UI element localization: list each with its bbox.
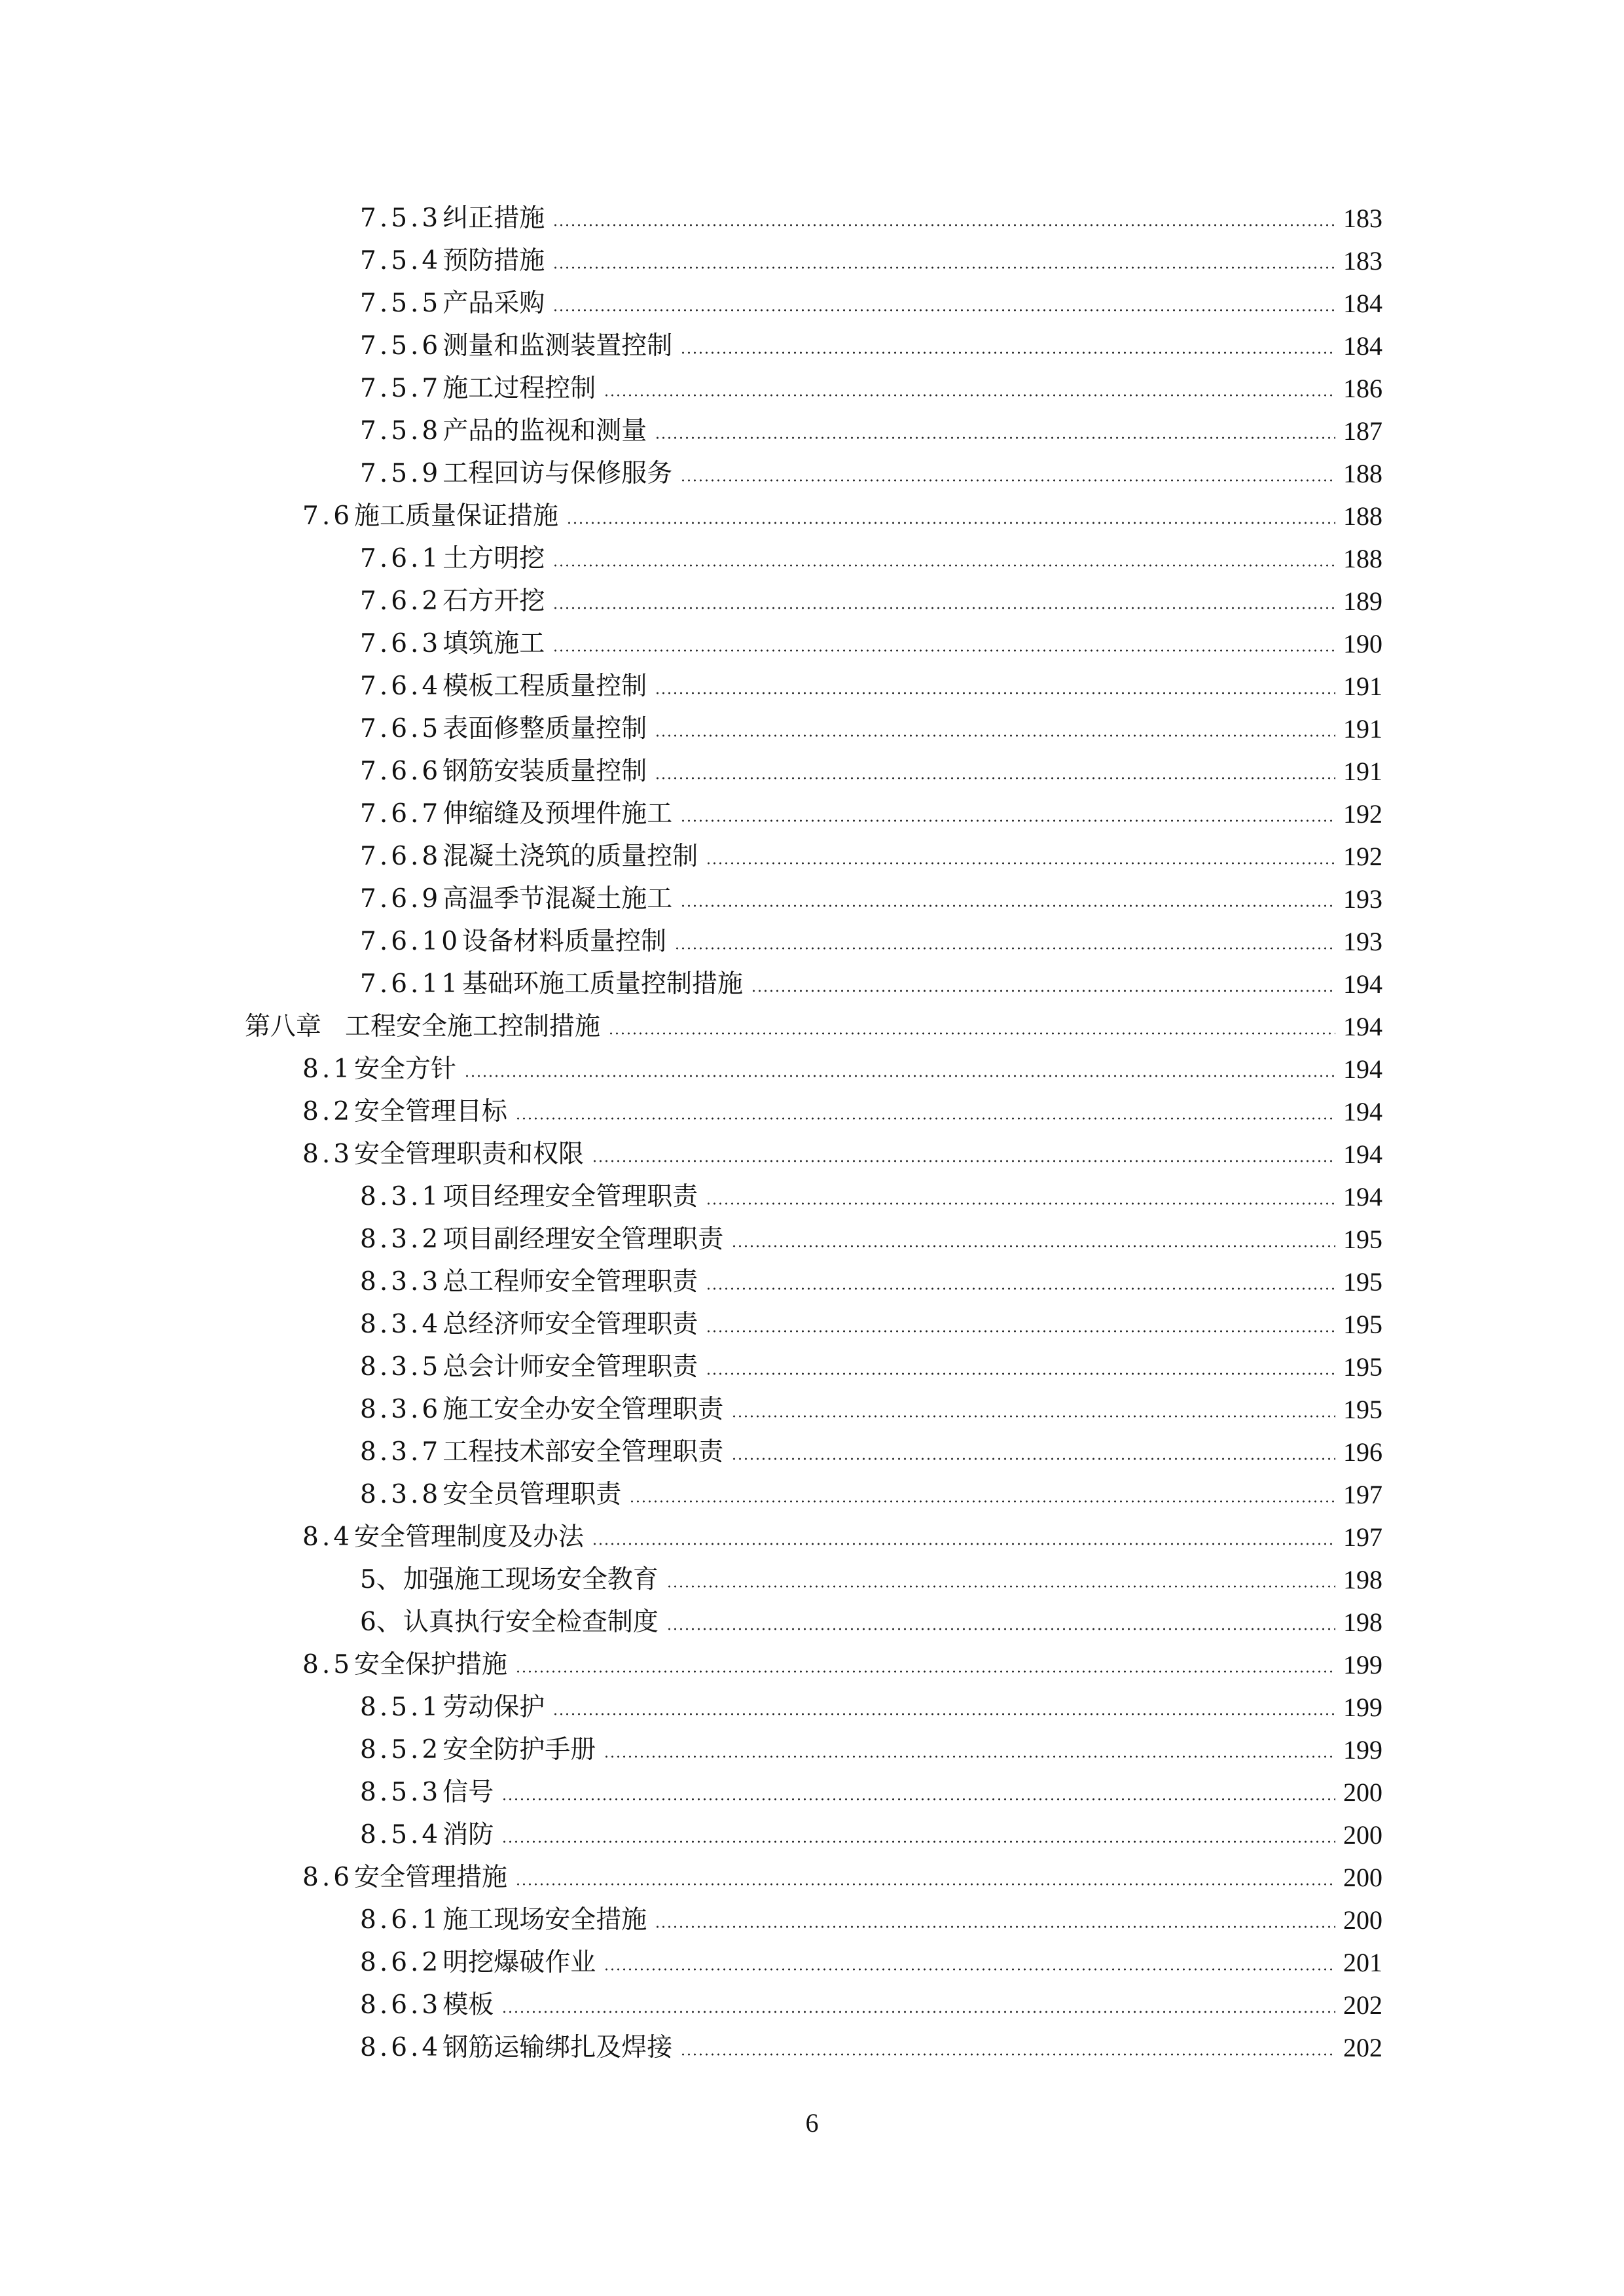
toc-entry-number: 8.5 [302, 1650, 353, 1679]
toc-entry-title: 劳动保护 [442, 1693, 545, 1722]
toc-entry-number: 8.5.1 [360, 1693, 442, 1722]
toc-entry-page: 200 [1343, 1778, 1382, 1807]
toc-entry[interactable] [0, 367, 1624, 410]
toc-entry-page: 184 [1343, 331, 1382, 361]
dot-leader [680, 479, 1335, 482]
toc-entry-page: 195 [1343, 1310, 1382, 1339]
dot-leader [706, 1202, 1335, 1205]
toc-entry-title: 石方开挖 [442, 586, 545, 616]
dot-leader [666, 1585, 1335, 1588]
dot-leader [515, 1670, 1335, 1673]
dot-leader [706, 1287, 1335, 1290]
toc-entry-number: 8.5.3 [360, 1778, 442, 1807]
toc-entry[interactable] [0, 1643, 1624, 1686]
toc-entry-number: 7.6.9 [360, 884, 442, 914]
toc-entry-number: 8.6.1 [360, 1905, 442, 1935]
toc-entry[interactable] [0, 2026, 1624, 2069]
toc-entry-title: 土方明挖 [442, 544, 545, 573]
toc-entry-title: 安全员管理职责 [442, 1480, 622, 1509]
dot-leader [552, 649, 1335, 652]
toc-entry-number: 8.3.8 [360, 1480, 442, 1509]
dot-leader [680, 2053, 1335, 2056]
toc-entry-title: 模板工程质量控制 [442, 672, 647, 701]
toc-entry[interactable] [0, 665, 1624, 708]
table-of-contents [0, 197, 1624, 2069]
toc-entry-page: 186 [1343, 374, 1382, 403]
toc-entry[interactable] [0, 325, 1624, 367]
toc-entry[interactable] [0, 1175, 1624, 1218]
toc-entry-page: 195 [1343, 1395, 1382, 1424]
toc-entry-title: 高温季节混凝土施工 [442, 884, 673, 914]
toc-entry[interactable] [0, 1473, 1624, 1516]
toc-entry-title: 伸缩缝及预埋件施工 [442, 799, 673, 829]
toc-entry-number: 8.3.2 [360, 1225, 442, 1254]
toc-entry-title: 模板 [442, 1990, 494, 2020]
toc-entry-title: 测量和监测装置控制 [442, 331, 673, 361]
dot-leader [515, 1883, 1335, 1886]
toc-entry-number: 7.5.4 [360, 246, 442, 276]
dot-leader [674, 947, 1335, 950]
toc-entry-title: 混凝土浇筑的质量控制 [442, 842, 698, 871]
dot-leader [706, 1330, 1335, 1333]
toc-entry-page: 190 [1343, 629, 1382, 658]
dot-leader [680, 819, 1335, 822]
toc-entry-page: 200 [1343, 1863, 1382, 1892]
toc-entry[interactable] [0, 537, 1624, 580]
toc-entry[interactable] [0, 580, 1624, 622]
toc-entry[interactable] [0, 495, 1624, 537]
toc-entry-title: 安全管理措施 [354, 1863, 508, 1892]
toc-entry[interactable] [0, 1984, 1624, 2026]
toc-entry-title: 安全防护手册 [442, 1735, 596, 1765]
toc-entry-number: 8.3 [302, 1139, 353, 1169]
toc-entry-page: 188 [1343, 459, 1382, 488]
toc-entry-page: 195 [1343, 1225, 1382, 1254]
toc-entry-title: 产品的监视和测量 [442, 416, 647, 446]
toc-entry-page: 200 [1343, 1820, 1382, 1850]
toc-entry[interactable] [0, 1601, 1624, 1643]
toc-entry[interactable] [0, 878, 1624, 920]
toc-entry[interactable] [0, 920, 1624, 963]
dot-leader [655, 437, 1335, 439]
toc-entry-number: 7.6.11 [360, 969, 461, 999]
toc-entry-page: 189 [1343, 586, 1382, 616]
dot-leader [552, 266, 1335, 269]
dot-leader [706, 1372, 1335, 1375]
toc-entry-title: 钢筋运输绑扎及焊接 [442, 2033, 673, 2062]
toc-entry-title: 加强施工现场安全教育 [403, 1565, 659, 1594]
toc-entry[interactable] [0, 1516, 1624, 1558]
toc-entry-title: 施工现场安全措施 [442, 1905, 647, 1935]
toc-entry-page: 194 [1343, 969, 1382, 999]
toc-entry-number: 7.6.10 [360, 927, 461, 956]
toc-entry-number: 7.5.3 [360, 204, 442, 233]
dot-leader [552, 224, 1335, 226]
toc-entry[interactable] [0, 708, 1624, 750]
toc-entry[interactable] [0, 452, 1624, 495]
toc-entry[interactable] [0, 835, 1624, 878]
toc-entry[interactable] [0, 963, 1624, 1005]
toc-entry[interactable] [0, 240, 1624, 282]
toc-entry-number: 8.3.4 [360, 1310, 442, 1339]
toc-entry[interactable] [0, 1941, 1624, 1984]
toc-entry-number: 8.5.2 [360, 1735, 442, 1765]
toc-entry[interactable] [0, 410, 1624, 452]
toc-entry-title: 施工质量保证措施 [354, 501, 559, 531]
toc-entry[interactable] [0, 1899, 1624, 1941]
toc-entry-page: 188 [1343, 544, 1382, 573]
toc-entry[interactable] [0, 1431, 1624, 1473]
toc-entry-page: 201 [1343, 1948, 1382, 1977]
toc-entry-number: 7.5.6 [360, 331, 442, 361]
toc-entry-page: 191 [1343, 672, 1382, 701]
toc-entry[interactable] [0, 1048, 1624, 1090]
toc-entry-title: 填筑施工 [442, 629, 545, 658]
toc-entry-title: 信号 [442, 1778, 494, 1807]
dot-leader [655, 734, 1335, 737]
toc-entry-page: 191 [1343, 714, 1382, 744]
dot-leader [501, 2011, 1335, 2013]
toc-entry-title: 钢筋安装质量控制 [442, 757, 647, 786]
toc-entry-title: 施工安全办安全管理职责 [442, 1395, 724, 1424]
toc-entry-number: 7.6.1 [360, 544, 442, 573]
toc-entry-title: 工程回访与保修服务 [442, 459, 673, 488]
toc-entry-title: 安全管理职责和权限 [354, 1139, 585, 1169]
toc-entry-number: 6、 [360, 1607, 402, 1637]
page-number: 6 [805, 2108, 819, 2138]
dot-leader [592, 1543, 1335, 1545]
toc-entry[interactable] [0, 1729, 1624, 1771]
toc-entry[interactable] [0, 1090, 1624, 1133]
toc-entry-page: 191 [1343, 757, 1382, 786]
toc-entry-page: 188 [1343, 501, 1382, 531]
toc-entry-number: 5、 [360, 1565, 402, 1594]
toc-entry-page: 193 [1343, 927, 1382, 956]
dot-leader [731, 1458, 1335, 1460]
dot-leader [552, 1713, 1335, 1715]
toc-entry[interactable] [0, 793, 1624, 835]
toc-entry-title: 安全方针 [354, 1054, 457, 1084]
toc-entry-number: 7.6.7 [360, 799, 442, 829]
toc-entry-page: 195 [1343, 1267, 1382, 1297]
toc-entry-number: 8.3.7 [360, 1437, 442, 1467]
toc-entry-number: 7.5.5 [360, 289, 442, 318]
toc-entry-page: 195 [1343, 1352, 1382, 1382]
toc-entry-title: 项目副经理安全管理职责 [442, 1225, 724, 1254]
toc-entry-number: 8.6.3 [360, 1990, 442, 2020]
toc-entry-page: 199 [1343, 1650, 1382, 1679]
dot-leader [706, 862, 1335, 865]
dot-leader [501, 1840, 1335, 1843]
toc-entry-page: 198 [1343, 1607, 1382, 1637]
toc-entry-page: 198 [1343, 1565, 1382, 1594]
toc-entry-page: 194 [1343, 1097, 1382, 1126]
toc-entry[interactable] [0, 1346, 1624, 1388]
toc-entry-page: 194 [1343, 1054, 1382, 1084]
toc-entry[interactable] [0, 1558, 1624, 1601]
toc-entry-page: 202 [1343, 2033, 1382, 2062]
toc-entry-title: 施工过程控制 [442, 374, 596, 403]
dot-leader [604, 394, 1335, 397]
toc-entry-number: 8.3.1 [360, 1182, 442, 1211]
toc-entry-number: 8.6 [302, 1863, 353, 1892]
dot-leader [604, 1968, 1335, 1971]
dot-leader [680, 905, 1335, 907]
toc-entry-page: 197 [1343, 1480, 1382, 1509]
toc-entry[interactable] [0, 1133, 1624, 1175]
toc-entry-title: 安全管理目标 [354, 1097, 508, 1126]
toc-entry-number: 7.6.3 [360, 629, 442, 658]
toc-entry[interactable] [0, 1771, 1624, 1814]
toc-entry-page: 197 [1343, 1522, 1382, 1552]
toc-entry-page: 192 [1343, 799, 1382, 829]
toc-entry-number: 8.3.6 [360, 1395, 442, 1424]
dot-leader [552, 309, 1335, 312]
toc-entry[interactable] [0, 1303, 1624, 1346]
toc-entry[interactable] [0, 750, 1624, 793]
toc-entry-title: 设备材料质量控制 [462, 927, 667, 956]
toc-entry-number: 7.6.2 [360, 586, 442, 616]
toc-entry-title: 纠正措施 [442, 204, 545, 233]
toc-entry-number: 8.4 [302, 1522, 353, 1552]
dot-leader [666, 1628, 1335, 1630]
dot-leader [552, 607, 1335, 609]
toc-entry-number: 8.3.3 [360, 1267, 442, 1297]
dot-leader [566, 522, 1335, 524]
toc-entry-title: 安全保护措施 [354, 1650, 508, 1679]
toc-entry-number: 7.5.9 [360, 459, 442, 488]
toc-entry-page: 193 [1343, 884, 1382, 914]
dot-leader [655, 1926, 1335, 1928]
toc-entry-page: 183 [1343, 204, 1382, 233]
toc-entry[interactable] [0, 1261, 1624, 1303]
toc-entry-number: 7.6.6 [360, 757, 442, 786]
dot-leader [552, 564, 1335, 567]
toc-entry-number: 8.6.4 [360, 2033, 442, 2062]
dot-leader [604, 1755, 1335, 1758]
toc-entry[interactable] [0, 1856, 1624, 1899]
toc-entry-number: 7.5.7 [360, 374, 442, 403]
toc-entry-page: 200 [1343, 1905, 1382, 1935]
toc-entry-number: 8.1 [302, 1054, 353, 1084]
dot-leader [655, 777, 1335, 780]
toc-entry-title: 明挖爆破作业 [442, 1948, 596, 1977]
toc-entry-number: 7.6.8 [360, 842, 442, 871]
toc-entry-page: 194 [1343, 1139, 1382, 1169]
toc-entry-page: 183 [1343, 246, 1382, 276]
toc-entry[interactable] [0, 1388, 1624, 1431]
toc-entry-number: 7.6.4 [360, 672, 442, 701]
toc-entry-page: 199 [1343, 1693, 1382, 1722]
toc-entry-number: 7.6.5 [360, 714, 442, 744]
toc-entry-title: 工程安全施工控制措施 [345, 1012, 601, 1041]
toc-entry-title: 总会计师安全管理职责 [442, 1352, 698, 1382]
dot-leader [629, 1500, 1335, 1503]
toc-entry-number: 8.2 [302, 1097, 353, 1126]
toc-entry-page: 202 [1343, 1990, 1382, 2020]
dot-leader [608, 1032, 1335, 1035]
toc-entry[interactable] [0, 1686, 1624, 1729]
toc-entry-page: 187 [1343, 416, 1382, 446]
toc-entry[interactable] [0, 282, 1624, 325]
toc-entry-page: 199 [1343, 1735, 1382, 1765]
toc-entry[interactable] [0, 1218, 1624, 1261]
toc-entry-title: 产品采购 [442, 289, 545, 318]
dot-leader [655, 692, 1335, 694]
toc-entry[interactable] [0, 197, 1624, 240]
toc-entry-title: 消防 [442, 1820, 494, 1850]
toc-entry-title: 安全管理制度及办法 [354, 1522, 585, 1552]
toc-entry-number: 第八章 [245, 1012, 322, 1041]
dot-leader [751, 990, 1335, 992]
toc-entry-number: 8.5.4 [360, 1820, 442, 1850]
dot-leader [592, 1160, 1335, 1162]
toc-entry-title: 工程技术部安全管理职责 [442, 1437, 724, 1467]
dot-leader [464, 1075, 1335, 1077]
toc-chapter-entry[interactable] [0, 1005, 1624, 1048]
toc-entry-page: 192 [1343, 842, 1382, 871]
toc-entry-title: 项目经理安全管理职责 [442, 1182, 698, 1211]
dot-leader [731, 1245, 1335, 1247]
dot-leader [680, 351, 1335, 354]
toc-entry-page: 194 [1343, 1012, 1382, 1041]
dot-leader [515, 1117, 1335, 1120]
toc-entry-title: 表面修整质量控制 [442, 714, 647, 744]
toc-entry-title: 基础环施工质量控制措施 [462, 969, 744, 999]
toc-entry-number: 7.5.8 [360, 416, 442, 446]
toc-entry[interactable] [0, 1814, 1624, 1856]
toc-entry-title: 预防措施 [442, 246, 545, 276]
toc-entry-number: 8.3.5 [360, 1352, 442, 1382]
toc-entry-title: 总经济师安全管理职责 [442, 1310, 698, 1339]
toc-entry[interactable] [0, 622, 1624, 665]
toc-entry-page: 194 [1343, 1182, 1382, 1211]
toc-entry-title: 认真执行安全检查制度 [403, 1607, 659, 1637]
toc-entry-number: 8.6.2 [360, 1948, 442, 1977]
dot-leader [501, 1798, 1335, 1801]
toc-entry-number: 7.6 [302, 501, 353, 531]
dot-leader [731, 1415, 1335, 1418]
toc-entry-page: 184 [1343, 289, 1382, 318]
toc-entry-page: 196 [1343, 1437, 1382, 1467]
toc-entry-title: 总工程师安全管理职责 [442, 1267, 698, 1297]
